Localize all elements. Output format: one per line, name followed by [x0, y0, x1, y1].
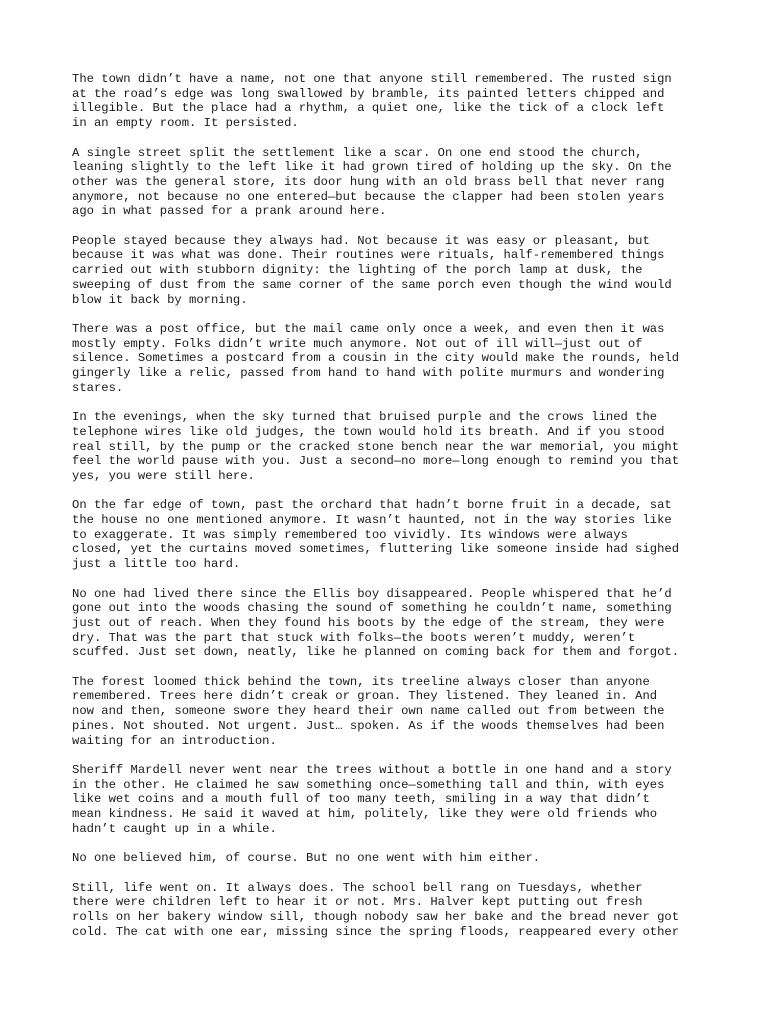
paragraph-7: No one had lived there since the Ellis boy disappeared. People whispered that he’d gone out into the woods chasing the sound of something he couldn’t name, something just out of reach. When they found his boots by the edge of the stream, they were dry. That was the part that stuck with folks—the boots weren’t muddy, weren’t scuffed. Just set down, neatly, like he planned on coming back for them and forgot.	[72, 586, 680, 660]
paragraph-2: A single street split the settlement like a scar. On one end stood the church, leaning slightly to the left like it had grown tired of holding up the sky. On the other was the general store, its door hung with an old brass bell that never rang anymore, not because no one entered—but because the clapper had been stolen years ago in what passed for a prank around here.	[72, 145, 672, 219]
paragraph-1: The town didn’t have a name, not one that anyone still remembered. The rusted sign at the road’s edge was long swallowed by bramble, its painted letters chipped and illegible. But the place had a rhythm, a quiet one, like the tick of a clock left in an empty room. It persisted.	[72, 72, 672, 131]
paragraph-11: Still, life went on. It always does. The school bell rang on Tuesdays, whether there were children left to hear it or not. Mrs. Halver kept putting out fresh rolls on her bakery window sill, though nobody saw her bake and the bread never got cold. The cat with one ear, missing since the spring floods, reappeared every other	[72, 880, 680, 939]
paragraph-6: On the far edge of town, past the orchard that hadn’t borne fruit in a decade, sat the house no one mentioned anymore. It wasn’t haunted, not in the way stories like to exaggerate. It was simply remembered too vividly. Its windows were always closed, yet the curtains moved sometimes, fluttering like someone inside had sighed just a little too hard.	[72, 498, 680, 572]
paragraph-3: People stayed because they always had. Not because it was easy or pleasant, but because it was what was done. Their routines were rituals, half-remembered things carried out with stubborn dignity: the lighting of the porch lamp at dusk, the sweeping of dust from the same corner of the same porch even though the wind would blow it back by morning.	[72, 233, 672, 307]
paragraph-10: No one believed him, of course. But no one went with him either.	[72, 851, 541, 866]
paragraph-8: The forest loomed thick behind the town, its treeline always closer than anyone remembered. Trees here didn’t creak or groan. They listened. They leaned in. And now and then, someone swore they heard their own name called out from between the pines. Not shouted. Not urgent. Just… spoken. As if the woods themselves had been waiting for an introduction.	[72, 674, 665, 748]
paragraph-5: In the evenings, when the sky turned that bruised purple and the crows lined the telephone wires like old judges, the town would hold its breath. And if you stood real still, by the pump or the cracked stone bench near the war memorial, you might feel the world pause with you. Just a second—no more—long enough to remind you that yes, you were still here.	[72, 410, 680, 483]
document-body	[72, 72, 712, 954]
paragraph-9: Sheriff Mardell never went near the trees without a bottle in one hand and a story in the other. He claimed he saw something once—something tall and thin, with eyes like wet coins and a mouth full of too many teeth, smiling in a way that didn’t mean kindness. He said it waved at him, politely, like they were old friends who hadn’t caught up in a while.	[72, 762, 672, 836]
paragraph-4: There was a post office, but the mail came only once a week, and even then it was mostly empty. Folks didn’t write much anymore. Not out of ill will—just out of silence. Sometimes a postcard from a cousin in the city would make the rounds, held gingerly like a relic, passed from hand to hand with polite murmurs and wondering stares.	[72, 321, 680, 395]
